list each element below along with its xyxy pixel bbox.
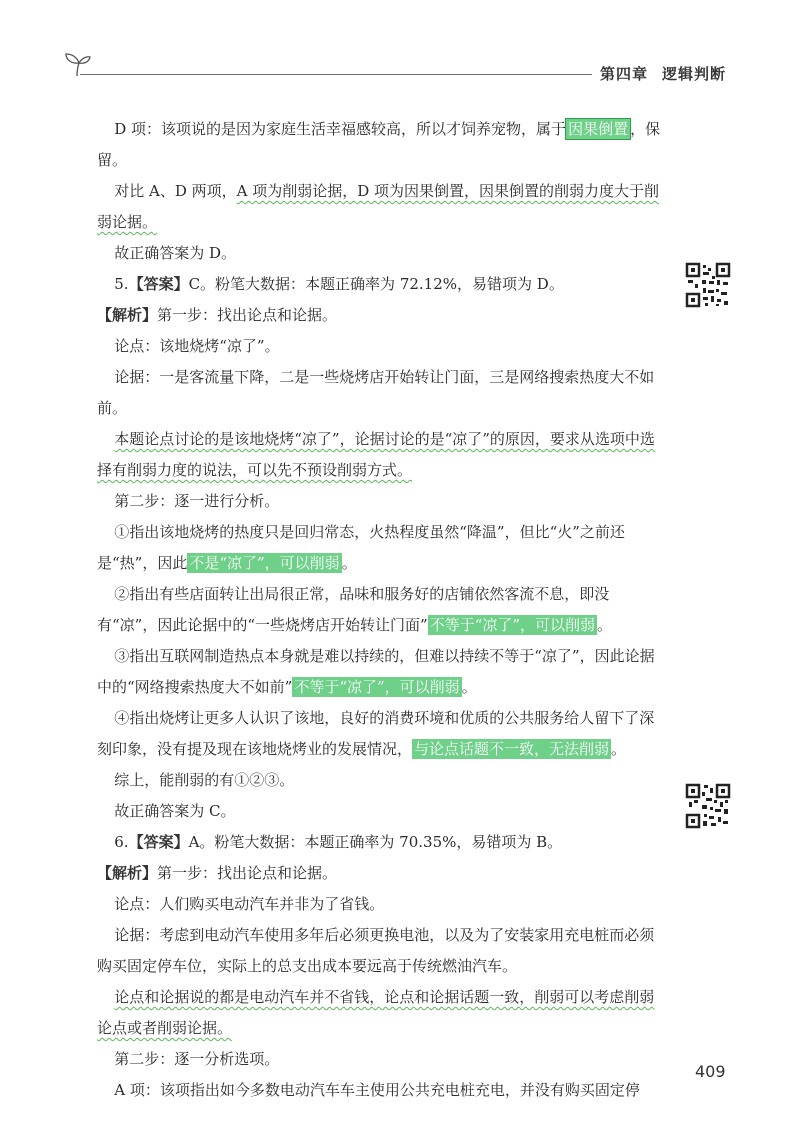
qr-code-icon[interactable] — [685, 783, 731, 829]
q5-item-2 — [97, 579, 665, 641]
analysis-tag: 【解析】 — [97, 306, 158, 324]
q5-note — [97, 424, 665, 486]
text: ②指出有些店面转让出局很正常，品味和服务好的店铺依然客流不息，即没有“凉”，因此论据中的“一些烧烤店开始转让门面” — [97, 585, 610, 634]
q6-argument: 论点：人们购买电动汽车并非为了省钱。 — [114, 895, 385, 913]
q5-evidence: 论据：一是客流量下降，二是一些烧烤店开始转让门面，三是网络搜索热度大不如前。 — [97, 368, 655, 417]
q5-item-3 — [97, 641, 665, 703]
text: ④指出烧烤让更多人认识了该地，良好的消费环境和优质的公共服务给人留下了深刻印象，没有提及现在该地烧烤业的发展情况， — [97, 709, 655, 758]
q5-step2: 第二步：逐一进行分析。 — [114, 492, 280, 510]
text: D 项：该项说的是因为家庭生活幸福感较高，所以才饲养宠物，属于 — [114, 120, 567, 138]
highlight-cannot-weaken: 与论点话题不一致，无法削弱 — [414, 740, 610, 758]
text: ，保留。 — [97, 120, 661, 169]
q6-evidence: 论据：考虑到电动汽车使用多年后必须更换电池，以及为了安装家用充电桩而必须购买固定停车位，实际上的总支出成本要远高于传统燃油汽车。 — [97, 926, 655, 975]
header-rule — [80, 74, 592, 75]
answer-q4: 故正确答案为 D。 — [114, 244, 237, 262]
question-number: 5. — [114, 275, 129, 293]
wavy-underline-text: 本题论点讨论的是该地烧烤“凉了”，论据讨论的是“凉了”的原因，要求从选项中选择有削弱力度的说法，可以先不预设削弱方式。 — [97, 430, 655, 479]
answer-tag: 【答案】 — [128, 275, 189, 293]
answer-tag: 【答案】 — [128, 833, 189, 851]
paragraph-compare — [97, 176, 665, 238]
paragraph-option-d — [97, 114, 665, 176]
text: C。粉笔大数据：本题正确率为 72.12%，易错项为 D。 — [188, 275, 564, 293]
text: 。 — [461, 678, 477, 696]
q5-answer-line — [97, 269, 665, 300]
text: 。 — [611, 740, 627, 758]
chapter-label: 第四章 — [600, 65, 649, 83]
text: 对比 A、D 两项， — [114, 182, 237, 200]
q5-summary: 综上，能削弱的有①②③。 — [114, 771, 295, 789]
chapter-heading — [600, 63, 726, 84]
wavy-underline-text: A 项为削弱论据，D 项为因果倒置，因果倒置的削弱力度大于削弱论据。 — [97, 182, 660, 231]
question-number: 6. — [114, 833, 129, 851]
analysis-tag: 【解析】 — [97, 864, 158, 882]
text: 第一步：找出论点和论据。 — [157, 864, 338, 882]
text: ③指出互联网制造热点本身就是难以持续的，但难以持续不等于“凉了”，因此论据中的“网络搜索热度大不如前” — [97, 647, 655, 696]
text: A。粉笔大数据：本题正确率为 70.35%，易错项为 B。 — [188, 833, 563, 851]
q5-item-1 — [97, 517, 665, 579]
text: 第一步：找出论点和论据。 — [157, 306, 338, 324]
page-content — [97, 114, 665, 1106]
highlight-can-weaken: 不等于“凉了”，可以削弱 — [294, 678, 460, 696]
highlight-can-weaken: 不等于“凉了”，可以削弱 — [429, 616, 596, 634]
text: 。 — [597, 616, 613, 634]
q5-analysis-line — [97, 300, 665, 331]
answer-q5: 故正确答案为 C。 — [114, 802, 236, 820]
q6-answer-line — [97, 827, 665, 858]
q5-argument: 论点：该地烧烤“凉了”。 — [114, 337, 280, 355]
q6-note — [97, 982, 665, 1044]
highlight-can-weaken: 不是“凉了”，可以削弱 — [189, 554, 340, 572]
q6-option-a: A 项：该项指出如今多数电动汽车车主使用公共充电桩充电，并没有购买固定停 — [114, 1081, 640, 1099]
q6-step2: 第二步：逐一分析选项。 — [114, 1050, 280, 1068]
highlight-causal-reversal: 因果倒置 — [568, 120, 629, 138]
wavy-underline-text: 论点和论据说的都是电动汽车并不省钱，论点和论据话题一致，削弱可以考虑削弱论点或者削弱论据。 — [97, 988, 655, 1037]
q5-item-4 — [97, 703, 665, 765]
qr-code-icon[interactable] — [685, 262, 731, 308]
text: 。 — [341, 554, 357, 572]
section-label: 逻辑判断 — [662, 65, 727, 83]
page-header — [0, 0, 800, 100]
q6-analysis-line — [97, 858, 665, 889]
page-number: 409 — [695, 1062, 726, 1081]
text: ①指出该地烧烤的热度只是回归常态，火热程度虽然“降温”，但比“火”之前还是“热”，因此 — [97, 523, 625, 572]
